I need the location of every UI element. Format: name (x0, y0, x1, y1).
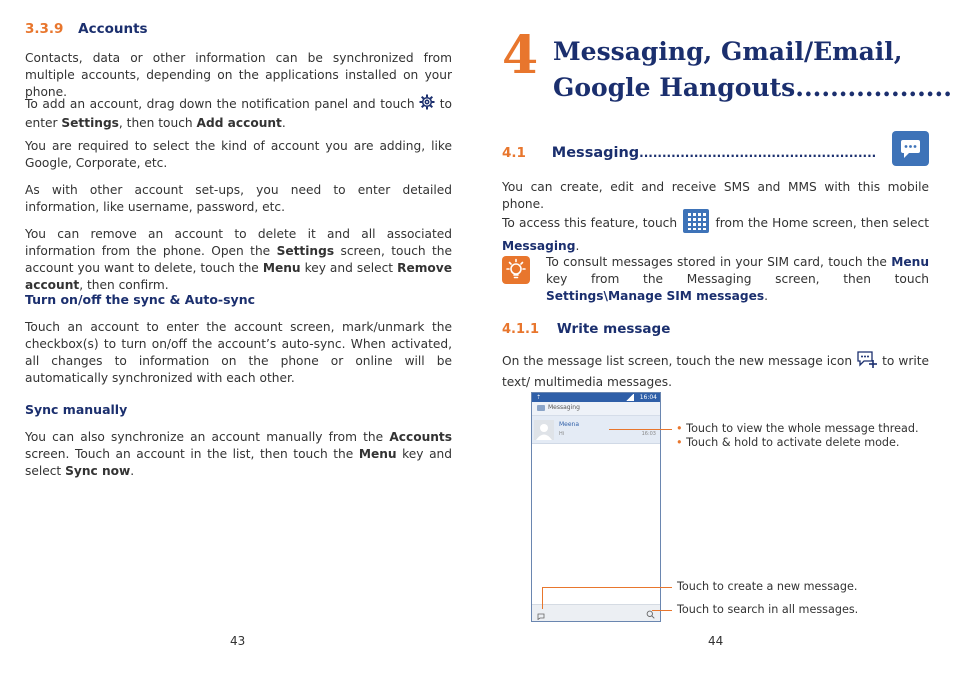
paragraph-account-kind: You are required to select the kind of account you are adding, like Google, Corporate, etc. (25, 139, 452, 170)
subheading-sync-manually: Sync manually (25, 402, 128, 417)
paragraph-account-details: As with other account set-ups, you need to enter detailed information, like username, password, etc. (25, 183, 452, 214)
paragraph-write-message: On the message list screen, touch the new message icon to write text/ multimedia messages. (502, 349, 929, 391)
usb-icon: ⇡ (536, 394, 542, 401)
conversation-row[interactable] (532, 416, 660, 444)
status-time: 16:04 (639, 394, 657, 401)
chapter-title (553, 34, 952, 106)
signal-icon (626, 394, 634, 401)
new-message-icon (856, 349, 878, 374)
section-heading-write-message (502, 321, 670, 337)
section-heading-messaging (502, 145, 876, 161)
messaging-app-icon (892, 131, 929, 166)
status-bar (532, 393, 660, 402)
app-title: Messaging (548, 404, 580, 411)
paragraph-remove-account: You can remove an account to delete it and all associated information from the phone. Open the Settings screen, touch the account you want to delete, touch the Menu key and select Remove account, then confirm. (25, 227, 453, 292)
leader-line-new-message-h (542, 587, 672, 588)
paragraph-sync-manually: You can also synchronize an account manually from the Accounts screen. Touch an account in the list, then touch the Menu key and select Sync now. (25, 430, 453, 478)
paragraph-intro: Contacts, data or other information can be synchronized from multiple accounts, depending on the applications installed on your phone. (25, 51, 452, 99)
settings-gear-icon (419, 94, 435, 115)
section-title: Accounts (78, 21, 148, 37)
chapter-number: 4 (502, 25, 539, 86)
chapter-title-line-1: Messaging, Gmail/Email, (553, 37, 903, 66)
section-title: Write message (556, 321, 671, 337)
page-number-right: 44 (708, 634, 724, 648)
page-number-left: 43 (230, 634, 246, 648)
section-title: Messaging.................................................... (551, 145, 877, 161)
bottom-toolbar (532, 604, 660, 621)
section-number: 3.3.9 (25, 21, 64, 37)
contact-name: Meena (559, 421, 580, 428)
callout-new-message: Touch to create a new message. (677, 580, 858, 593)
section-number: 4.1 (502, 145, 526, 161)
paragraph-auto-sync: Touch an account to enter the account screen, mark/unmark the checkbox(s) to turn on/off the account’s auto-sync. When activated, all changes to information on the phone or online will be automatically synchronized with each other. (25, 320, 452, 385)
message-time: 16:03 (641, 431, 656, 437)
message-preview: Hi (559, 431, 565, 437)
app-drawer-icon (683, 209, 709, 238)
paragraph-sim-note: To consult messages stored in your SIM card, touch the Menu key from the Messaging screen, then touch Settings\Manage SIM messages. (546, 255, 930, 303)
leader-line-new-message-v (542, 587, 543, 609)
new-message-button[interactable] (537, 609, 545, 616)
callout-thread: • Touch to view the whole message thread. • Touch & hold to activate delete mode. (676, 422, 919, 449)
leader-line-search (652, 610, 672, 611)
subheading-sync: Turn on/off the sync & Auto-sync (25, 292, 256, 307)
app-header (532, 402, 660, 416)
contact-avatar (534, 420, 554, 440)
paragraph-access-feature: To access this feature, touch from the Home screen, then select Messaging. (502, 209, 929, 255)
paragraph-sms-mms: You can create, edit and receive SMS and MMS with this mobile phone. (502, 180, 929, 211)
tip-lightbulb-icon (502, 256, 530, 284)
paragraph-add-account: To add an account, drag down the notification panel and touch to enter Settings, then touch Add account. (25, 94, 452, 132)
section-number: 4.1.1 (502, 322, 540, 337)
app-logo-icon (537, 405, 545, 411)
leader-line-thread (609, 429, 672, 430)
chapter-title-line-2: Google Hangouts.................. (553, 73, 952, 102)
callout-search: Touch to search in all messages. (677, 603, 859, 616)
section-heading-accounts (25, 21, 148, 37)
